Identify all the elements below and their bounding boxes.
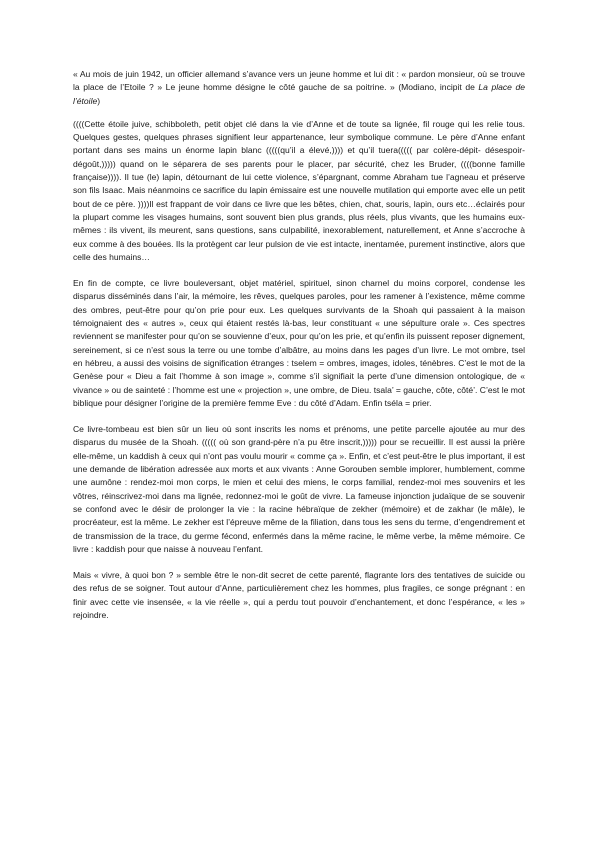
paragraph-4: Mais « vivre, à quoi bon ? » semble être le non-dit secret de cette parenté, flagrante lors des tentatives de suicide ou des refus de se soigner. Tout autour d’Anne, particulièrement chez les hommes, plus fragiles, ce songe prégnant : en finir avec cette vie insensée, « la vie réelle », qui a perdu tout pouvoir d’enchantement, et donc l’espérance, « les » rejoindre.	[73, 570, 525, 620]
epigraph-close: )	[97, 95, 101, 106]
paragraph-1: ((((Cette étoile juive, schibboleth, petit objet clé dans la vie d’Anne et de toute sa lignée, fil rouge qui les relie tous. Quelques gestes, quelques phrases signifient leur appartenance, leur symbolique commune. Le père d’Anne enfant portant dans ses mains un énorme lapin blanc (((((qu’il a élevé,)))) et qu’il tuera((((( par colère-dépit- désespoir- dégoût,))))) quand on le séparera de ses parents pour le placer, par sécurité, chez les Bruder, ((((bonne famille française)))). Il tue (le) lapin, détournant de lui cette violence, s’épargnant, comme Abraham tue l’agneau et préserve son fils Isaac. Mais néanmoins ce sacrifice du lapin émissaire est une nouvelle mutilation qui emporte avec elle un petit bout de ce père. ))))Il est frappant de voir dans ce livre que les bêtes, chien, chat, souris, lapin, ours etc…éclairés pour la plupart comme les visages humains, sont souvent bien plus grands, plus réels, plus vivants, que les humains eux-mêmes : ils vivent, ils meurent, sans questions, sans culpabilité, inexorablement, naturellement, et Anne s’accroche à eux comme à des bouées. Ils la protègent car leur pulsion de vie est intacte, inentamée, purement instinctive, alors que celle des humains…	[73, 118, 525, 262]
paragraph-3: Ce livre-tombeau est bien sûr un lieu où sont inscrits les noms et prénoms, une petite parcelle ajoutée au mur des disparus du musée de la Shoah. ((((( où son grand-père n’a pu être inscrit,))))) pour se recueillir. Il est aussi la prière elle-même, un kaddish à ceux qui n’ont pas voulu mourir « comme ça ». Enfin, et c’est peut-être le plus important, il est une demande de libération adressée aux morts et aux vivants : Anne Gorouben semble implorer, humblement, comme une aumône : rendez-moi mon corps, le mien et celui des miens, le corps familial, rendez-moi mes souvenirs et les vôtres, réinscrivez-moi dans ma lignée, redonnez-moi le goût de vivre. La fameuse injonction judaïque de se souvenir se confond avec le désir de prolonger la vie : la racine hébraïque de zekher (mémoire) et de zakhar (le mâle), le procréateur, est la même. Le zekher est l’épreuve même de la filiation, dans tous les sens du terme, d’engendrement et de transmission de la trace, du germe fécond, enfermés dans la même racine, le même verbe, la même mémoire. Ce livre : kaddish pour que naisse à nouveau l’enfant.	[73, 424, 525, 554]
document-body	[73, 68, 525, 635]
book-title: La place de l’étoile	[73, 82, 526, 106]
epigraph-paragraph	[73, 68, 525, 108]
paragraph-2: En fin de compte, ce livre bouleversant, objet matériel, spirituel, sinon charnel du moins corporel, condense les disparus disséminés dans l’air, la mémoire, les rêves, quelques paroles, pour les ramener à l’existence, même comme des ombres, peut-être pour qu’on prie pour eux. Les quelques survivants de la Shoah qui passaient à la maison témoignaient des « autres », ceux qui étaient restés là-bas, leur constituant « une sépulture orale ». Ces spectres reviennent se manifester pour qu’on se souvienne d’eux, pour qu’on les prie, et qu’enfin ils puissent reposer dignement, sereinement, si ce n’est sous la terre ou une tombe d’albâtre, au moins dans les pages d’un livre. Le mot ombre, tsel en hébreu, a aussi des voisins de signification étranges : tselem = ombres, images, idoles, ténèbres. C’est le mot de la Genèse pour « Dieu a fait l’homme à son image », comme s’il signifiait la perte d’une dimension ontologique, de « vivance » ou de sainteté : l’homme est une « projection », une ombre, de Dieu. tsala’ = gauche, côte, côté’. C’est le mot biblique pour désigner l’origine de la première femme Eve : du côté d’Adam. Enfin tséla = prier.	[73, 278, 525, 408]
epigraph-quote: « Au mois de juin 1942, un officier allemand s’avance vers un jeune homme et lui dit : « pardon monsieur, où se trouve la place de l’Etoile ? » Le jeune homme désigne le côté gauche de sa poitrine. » (Modiano, incipit de	[73, 69, 525, 93]
